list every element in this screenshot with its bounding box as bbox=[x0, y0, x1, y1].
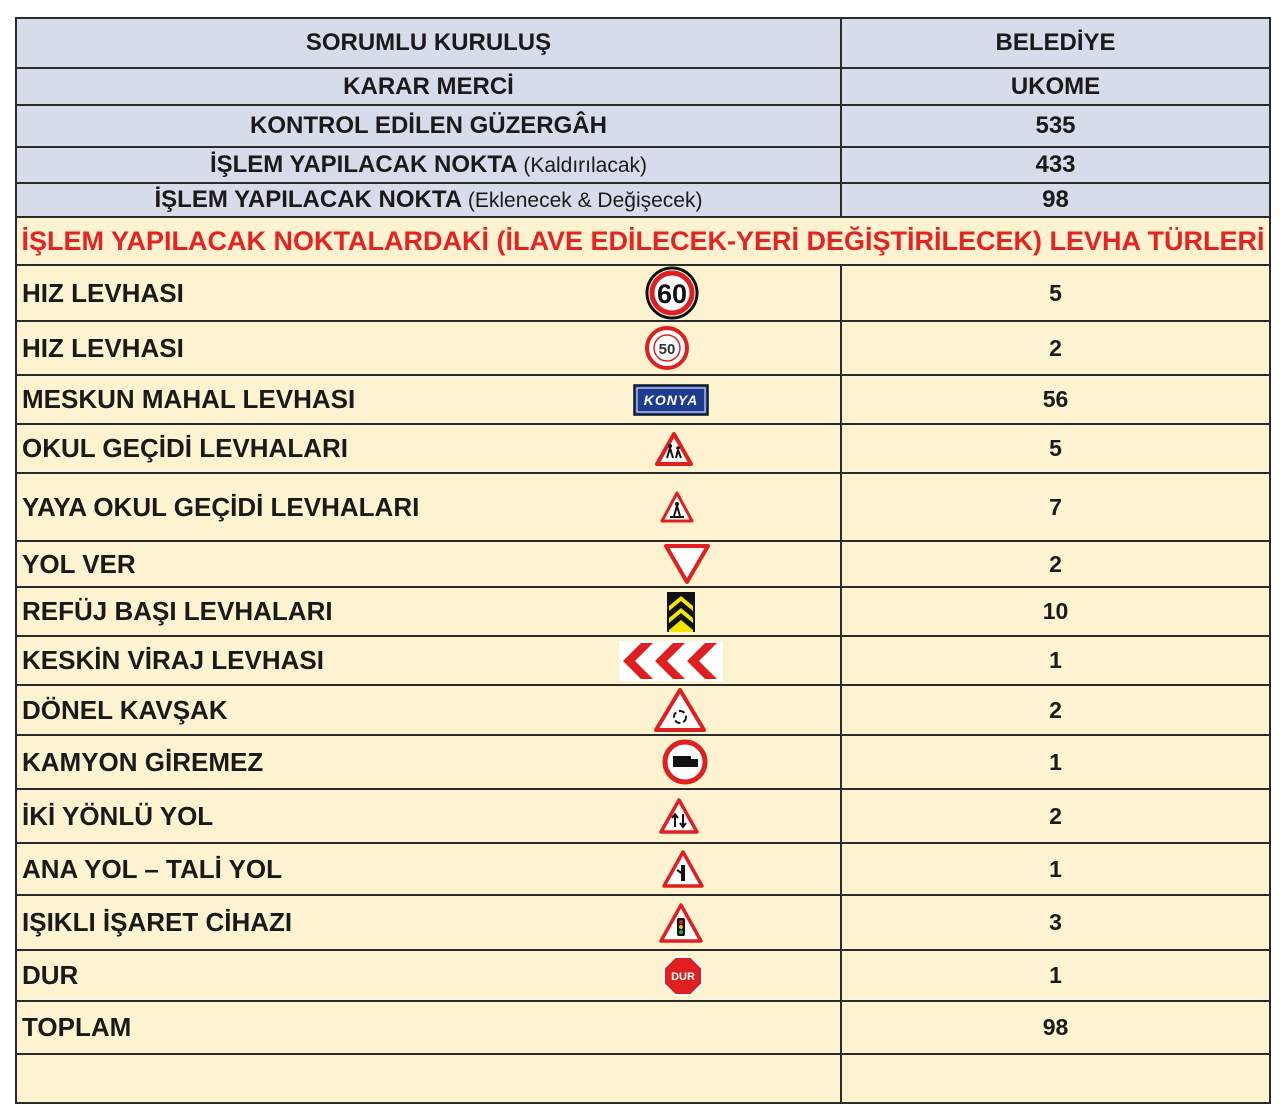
header-label-note: (Eklenecek & Değişecek) bbox=[467, 189, 703, 212]
refuge-head-chevron-icon bbox=[667, 592, 695, 632]
sign-label: OKUL GEÇİDİ LEVHALARI bbox=[22, 433, 348, 463]
sign-count-cell[interactable] bbox=[841, 895, 1270, 950]
sign-count-cell[interactable] bbox=[841, 789, 1270, 843]
sign-count: 10 bbox=[1042, 598, 1069, 624]
sign-label: REFÜJ BAŞI LEVHALARI bbox=[22, 596, 333, 626]
sign-label: DUR bbox=[22, 960, 79, 990]
sign-label-cell[interactable] bbox=[16, 587, 841, 636]
sign-count: 2 bbox=[1049, 334, 1062, 361]
sign-label: DÖNEL KAVŞAK bbox=[22, 694, 228, 725]
sign-count: 2 bbox=[1049, 802, 1062, 829]
sign-count: 1 bbox=[1049, 962, 1062, 988]
sign-label: ANA YOL – TALİ YOL bbox=[22, 853, 283, 884]
sign-label-cell[interactable] bbox=[16, 321, 841, 375]
sign-label: YAYA OKUL GEÇİDİ LEVHALARI bbox=[22, 491, 420, 522]
header-label: İŞLEM YAPILACAK NOKTA bbox=[154, 186, 462, 213]
header-label: İŞLEM YAPILACAK NOKTA bbox=[209, 151, 517, 178]
sign-icon-text: DUR bbox=[671, 970, 695, 983]
sign-count: 1 bbox=[1049, 647, 1062, 673]
header-label: KONTROL EDİLEN GÜZERGÂH bbox=[250, 112, 607, 139]
sign-count: 3 bbox=[1049, 909, 1062, 935]
sign-count: 1 bbox=[1049, 748, 1062, 775]
banner-row bbox=[16, 217, 1270, 265]
header-row-authority bbox=[16, 68, 1270, 105]
header-label-note: (Kaldırılacak) bbox=[523, 154, 648, 177]
sign-label-cell[interactable] bbox=[16, 685, 841, 735]
header-label-cell[interactable] bbox=[16, 147, 841, 183]
sign-count: 2 bbox=[1049, 550, 1062, 577]
table-row bbox=[16, 950, 1270, 1001]
sign-label-cell[interactable] bbox=[16, 424, 841, 473]
table-row bbox=[16, 789, 1270, 843]
sign-label: KESKİN VİRAJ LEVHASI bbox=[22, 645, 324, 675]
stop-sign-icon bbox=[662, 955, 704, 997]
sign-label-cell[interactable] bbox=[16, 843, 841, 895]
header-row-added bbox=[16, 183, 1270, 217]
traffic-light-icon bbox=[658, 902, 704, 944]
report-table bbox=[15, 17, 1271, 1104]
sign-count: 5 bbox=[1049, 279, 1062, 306]
sign-label: KAMYON GİREMEZ bbox=[22, 746, 264, 777]
table-row bbox=[16, 843, 1270, 895]
sharp-curve-chevron-icon bbox=[619, 641, 723, 681]
two-way-road-icon bbox=[658, 797, 700, 835]
total-row bbox=[16, 1001, 1270, 1054]
header-value-cell[interactable] bbox=[841, 183, 1270, 217]
sign-count-cell[interactable] bbox=[841, 541, 1270, 587]
header-row-responsible bbox=[16, 18, 1270, 68]
header-row-route bbox=[16, 105, 1270, 147]
total-label-cell[interactable] bbox=[16, 1001, 841, 1054]
sign-label-cell[interactable] bbox=[16, 541, 841, 587]
total-value-cell[interactable] bbox=[841, 1001, 1270, 1054]
konya-city-sign-icon bbox=[633, 384, 709, 416]
header-value-cell[interactable] bbox=[841, 105, 1270, 147]
table-row bbox=[16, 735, 1270, 789]
banner-cell[interactable] bbox=[16, 217, 1270, 265]
roundabout-icon bbox=[653, 687, 707, 733]
sign-icon-text: KONYA bbox=[643, 391, 699, 408]
sign-count-cell[interactable] bbox=[841, 424, 1270, 473]
header-label-cell[interactable] bbox=[16, 68, 841, 105]
table-row bbox=[16, 375, 1270, 424]
header-value-cell[interactable] bbox=[841, 18, 1270, 68]
sign-label-cell[interactable] bbox=[16, 895, 841, 950]
table-row bbox=[16, 587, 1270, 636]
sign-label: MESKUN MAHAL LEVHASI bbox=[22, 384, 356, 414]
sign-count-cell[interactable] bbox=[841, 843, 1270, 895]
header-row-removed bbox=[16, 147, 1270, 183]
sign-count-cell[interactable] bbox=[841, 473, 1270, 541]
banner-title: İŞLEM YAPILACAK NOKTALARDAKİ (İLAVE EDİLECEK-YERİ DEĞİŞTİRİLECEK) LEVHA TÜRLERİ bbox=[21, 225, 1265, 256]
empty-cell[interactable] bbox=[16, 1054, 841, 1103]
sign-label-cell[interactable] bbox=[16, 265, 841, 321]
header-label: KARAR MERCİ bbox=[343, 72, 514, 100]
sign-label: IŞIKLI İŞARET CİHAZI bbox=[22, 907, 293, 937]
sign-icon-text: 50 bbox=[658, 341, 676, 358]
header-value: 535 bbox=[1035, 112, 1076, 139]
school-crossing-icon bbox=[654, 431, 694, 467]
empty-cell[interactable] bbox=[841, 1054, 1270, 1103]
header-label: SORUMLU KURULUŞ bbox=[305, 29, 552, 56]
sign-count: 1 bbox=[1049, 855, 1062, 882]
sign-count-cell[interactable] bbox=[841, 636, 1270, 685]
header-value-cell[interactable] bbox=[841, 68, 1270, 105]
table-row bbox=[16, 473, 1270, 541]
header-value: BELEDİYE bbox=[995, 29, 1116, 56]
total-label: TOPLAM bbox=[22, 1012, 132, 1042]
sign-count: 2 bbox=[1049, 696, 1062, 723]
sign-label-cell[interactable] bbox=[16, 735, 841, 789]
table-row bbox=[16, 685, 1270, 735]
sign-count: 7 bbox=[1049, 493, 1062, 520]
header-value: UKOME bbox=[1010, 72, 1101, 100]
sign-count-cell[interactable] bbox=[841, 375, 1270, 424]
yield-icon bbox=[663, 543, 711, 585]
sign-count-cell[interactable] bbox=[841, 265, 1270, 321]
table-row bbox=[16, 321, 1270, 375]
speed-limit-60-icon bbox=[644, 265, 700, 321]
sign-count-cell[interactable] bbox=[841, 950, 1270, 1001]
total-value: 98 bbox=[1042, 1014, 1069, 1040]
table-row bbox=[16, 895, 1270, 950]
main-road-side-road-icon bbox=[661, 849, 705, 889]
sign-count: 56 bbox=[1042, 386, 1069, 412]
no-trucks-icon bbox=[660, 739, 710, 785]
sign-count-cell[interactable] bbox=[841, 685, 1270, 735]
sign-label: İKİ YÖNLÜ YOL bbox=[22, 800, 214, 831]
table-row bbox=[16, 265, 1270, 321]
sign-count-cell[interactable] bbox=[841, 587, 1270, 636]
header-label-cell[interactable] bbox=[16, 183, 841, 217]
header-label-cell[interactable] bbox=[16, 18, 841, 68]
sign-label: HIZ LEVHASI bbox=[22, 332, 184, 363]
sign-label: YOL VER bbox=[22, 548, 136, 579]
header-value: 98 bbox=[1042, 186, 1069, 213]
table-row bbox=[16, 636, 1270, 685]
sign-label-cell[interactable] bbox=[16, 375, 841, 424]
sign-label-cell[interactable] bbox=[16, 950, 841, 1001]
table-row bbox=[16, 424, 1270, 473]
table-row bbox=[16, 541, 1270, 587]
header-value-cell[interactable] bbox=[841, 147, 1270, 183]
sign-label-cell[interactable] bbox=[16, 789, 841, 843]
header-value: 433 bbox=[1035, 151, 1076, 178]
sign-label-cell[interactable] bbox=[16, 473, 841, 541]
sign-label: HIZ LEVHASI bbox=[22, 277, 184, 308]
speed-limit-50-icon bbox=[644, 325, 690, 371]
header-label-cell[interactable] bbox=[16, 105, 841, 147]
sign-icon-text: 60 bbox=[656, 279, 688, 309]
sign-count-cell[interactable] bbox=[841, 321, 1270, 375]
pedestrian-school-crossing-icon bbox=[659, 490, 695, 524]
sign-label-cell[interactable] bbox=[16, 636, 841, 685]
empty-row bbox=[16, 1054, 1270, 1103]
sign-count: 5 bbox=[1049, 435, 1062, 461]
sign-count-cell[interactable] bbox=[841, 735, 1270, 789]
